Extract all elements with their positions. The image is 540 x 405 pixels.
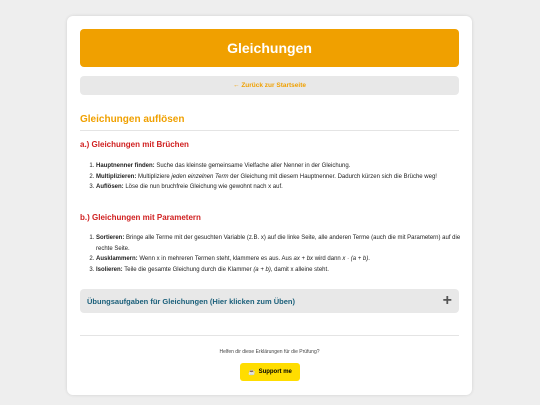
- support-label: Support me: [258, 369, 292, 375]
- accordion-label: Übungsaufgaben für Gleichungen (Hier klicken zum Üben): [87, 297, 295, 306]
- section-title-fractions: a.) Gleichungen mit Brüchen: [80, 140, 189, 149]
- support-question: Helfen dir diese Erklärungen für die Prüfung?: [219, 349, 320, 355]
- list-item: 2. Multiplizieren: Multipliziere jeden einzelnen Term der Gleichung mit diesem Hauptnenner. Dadurch kürzen sich die Brüche weg!: [96, 172, 466, 183]
- list-item: 1. Hauptnenner finden: Suche das kleinste gemeinsame Vielfache aller Nenner in der Gleichung.: [96, 161, 466, 172]
- list-item: 3. Isolieren: Teile die gesamte Gleichung durch die Klammer (a + b), damit x alleine steht.: [96, 265, 466, 276]
- list-item: 2. Ausklammern: Wenn x in mehreren Termen steht, klammere es aus. Aus ax + bx wird dann x · (a + b).: [96, 254, 466, 265]
- back-label: ← Zurück zur Startseite: [233, 82, 306, 89]
- list-item: 3. Auflösen: Löse die nun bruchfreie Gleichung wie gewohnt nach x auf.: [96, 182, 466, 193]
- section-title-parameters: b.) Gleichungen mit Parametern: [80, 213, 201, 222]
- page-title: Gleichungen: [227, 40, 312, 56]
- footer-divider: [80, 335, 459, 336]
- plus-icon[interactable]: +: [442, 292, 452, 309]
- coffee-icon: ☕: [248, 369, 256, 376]
- heading-divider: [80, 130, 459, 131]
- steps-list-fractions: [80, 161, 466, 193]
- steps-list-parameters: [80, 233, 466, 275]
- list-item: 1. Sortieren: Bringe alle Terme mit der gesuchten Variable (z.B. x) auf die linke Seite, alle anderen Terme (auch die mit Parametern) auf die rechte Seite.: [96, 233, 466, 254]
- page-header: [80, 29, 459, 67]
- back-to-home-button[interactable]: [80, 76, 459, 95]
- content-card: [67, 16, 472, 395]
- support-me-button[interactable]: [240, 363, 300, 381]
- main-heading: Gleichungen auflösen: [80, 114, 185, 125]
- exercises-accordion[interactable]: [80, 289, 459, 313]
